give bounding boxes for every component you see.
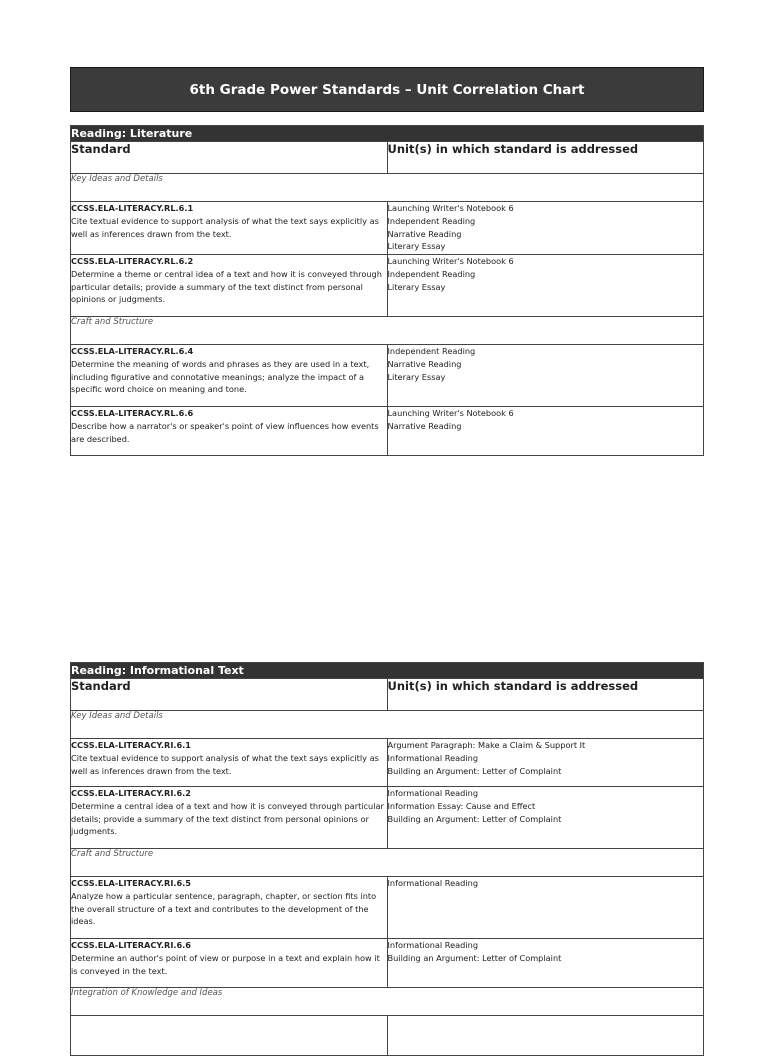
standards-table-informational — [70, 662, 704, 1056]
standard-description: Determine the meaning of words and phrases as they are used in a text, including figurative and connotative meanings; analyze the impact of a specific word choice on meaning and tone. — [71, 358, 370, 395]
unit-item: Independent Reading — [387, 346, 476, 356]
group-heading-row — [71, 317, 704, 345]
page-title: 6th Grade Power Standards – Unit Correlation Chart — [70, 67, 704, 112]
standard-code: CCSS.ELA-LITERACY.RI.6.2 — [71, 788, 191, 798]
unit-item: Literary Essay — [387, 281, 446, 292]
unit-item: Building an Argument: Letter of Complaint — [387, 765, 562, 776]
unit-item: Launching Writer's Notebook 6 — [387, 256, 514, 266]
standard-description: Cite textual evidence to support analysis of what the text says explicitly as well as inferences drawn from the text. — [71, 752, 379, 776]
table-row — [71, 407, 704, 456]
column-header-standard: Standard — [71, 142, 388, 174]
unit-item: Launching Writer's Notebook 6 — [387, 408, 514, 418]
table-row — [71, 787, 704, 849]
standard-cell — [71, 255, 388, 317]
unit-item: Literary Essay — [387, 371, 446, 382]
column-header-units: Unit(s) in which standard is addressed — [387, 679, 704, 711]
table-row — [71, 255, 704, 317]
unit-item: Independent Reading — [387, 215, 476, 226]
unit-item: Building an Argument: Letter of Complaint — [387, 813, 562, 824]
section-title: Reading: Literature — [71, 126, 704, 142]
unit-item: Informational Reading — [387, 788, 479, 798]
unit-item: Informational Reading — [387, 878, 479, 888]
standard-cell — [71, 407, 388, 456]
standard-code: CCSS.ELA-LITERACY.RL.6.4 — [71, 346, 194, 356]
standard-description: Determine an author's point of view or purpose in a text and explain how it is conveyed in the text. — [71, 952, 380, 976]
standard-cell — [71, 739, 388, 787]
unit-item: Informational Reading — [387, 940, 479, 950]
section-title: Reading: Informational Text — [71, 663, 704, 679]
units-cell — [387, 739, 704, 787]
standards-table-literature — [70, 125, 704, 456]
group-heading: Key Ideas and Details — [71, 711, 704, 739]
units-cell — [387, 202, 704, 255]
unit-item: Building an Argument: Letter of Complaint — [387, 952, 562, 963]
table-row — [71, 1016, 704, 1056]
unit-item: Narrative Reading — [387, 358, 462, 369]
table-row — [71, 939, 704, 988]
units-cell — [387, 1016, 704, 1056]
units-cell — [387, 255, 704, 317]
unit-item: Narrative Reading — [387, 228, 462, 239]
section-header — [71, 663, 704, 679]
standard-cell — [71, 939, 388, 988]
standard-code: CCSS.ELA-LITERACY.RI.6.1 — [71, 740, 191, 750]
column-header-row — [71, 142, 704, 174]
table-row — [71, 877, 704, 939]
standard-code: CCSS.ELA-LITERACY.RL.6.6 — [71, 408, 194, 418]
column-header-row — [71, 679, 704, 711]
standard-cell — [71, 345, 388, 407]
units-cell — [387, 345, 704, 407]
group-heading-row — [71, 711, 704, 739]
units-cell — [387, 939, 704, 988]
column-header-units: Unit(s) in which standard is addressed — [387, 142, 704, 174]
standard-cell — [71, 787, 388, 849]
standard-code: CCSS.ELA-LITERACY.RI.6.6 — [71, 940, 191, 950]
standard-cell — [71, 202, 388, 255]
group-heading-row — [71, 849, 704, 877]
units-cell — [387, 407, 704, 456]
table-row — [71, 345, 704, 407]
standard-code: CCSS.ELA-LITERACY.RL.6.2 — [71, 256, 194, 266]
section-header — [71, 126, 704, 142]
standard-description: Determine a central idea of a text and how it is conveyed through particular details; provide a summary of the text distinct from personal opinions or judgments. — [71, 800, 384, 837]
unit-item: Narrative Reading — [387, 420, 462, 431]
column-header-standard: Standard — [71, 679, 388, 711]
standard-description: Analyze how a particular sentence, paragraph, chapter, or section fits into the overall structure of a text and contributes to the development of the ideas. — [71, 890, 377, 927]
table-row — [71, 739, 704, 787]
units-cell — [387, 877, 704, 939]
group-heading-row — [71, 174, 704, 202]
group-heading: Key Ideas and Details — [71, 174, 704, 202]
standard-cell — [71, 877, 388, 939]
unit-item: Informational Reading — [387, 752, 479, 763]
group-heading: Craft and Structure — [71, 317, 704, 345]
table-row — [71, 202, 704, 255]
standard-description: Describe how a narrator's or speaker's point of view influences how events are described. — [71, 420, 379, 444]
standard-code: CCSS.ELA-LITERACY.RL.6.1 — [71, 203, 194, 213]
units-cell — [387, 787, 704, 849]
unit-item: Independent Reading — [387, 268, 476, 279]
group-heading: Craft and Structure — [71, 849, 704, 877]
standard-cell — [71, 1016, 388, 1056]
group-heading: Integration of Knowledge and Ideas — [71, 988, 704, 1016]
standard-code: CCSS.ELA-LITERACY.RI.6.5 — [71, 878, 191, 888]
unit-item: Information Essay: Cause and Effect — [387, 800, 536, 811]
unit-item: Argument Paragraph: Make a Claim & Support It — [387, 740, 586, 750]
unit-item: Launching Writer's Notebook 6 — [387, 203, 514, 213]
group-heading-row — [71, 988, 704, 1016]
standard-description: Determine a theme or central idea of a text and how it is conveyed through particular details; provide a summary of the text distinct from personal opinions or judgments. — [71, 268, 382, 305]
standard-description: Cite textual evidence to support analysis of what the text says explicitly as well as inferences drawn from the text. — [71, 215, 379, 239]
unit-item: Literary Essay — [387, 241, 446, 252]
